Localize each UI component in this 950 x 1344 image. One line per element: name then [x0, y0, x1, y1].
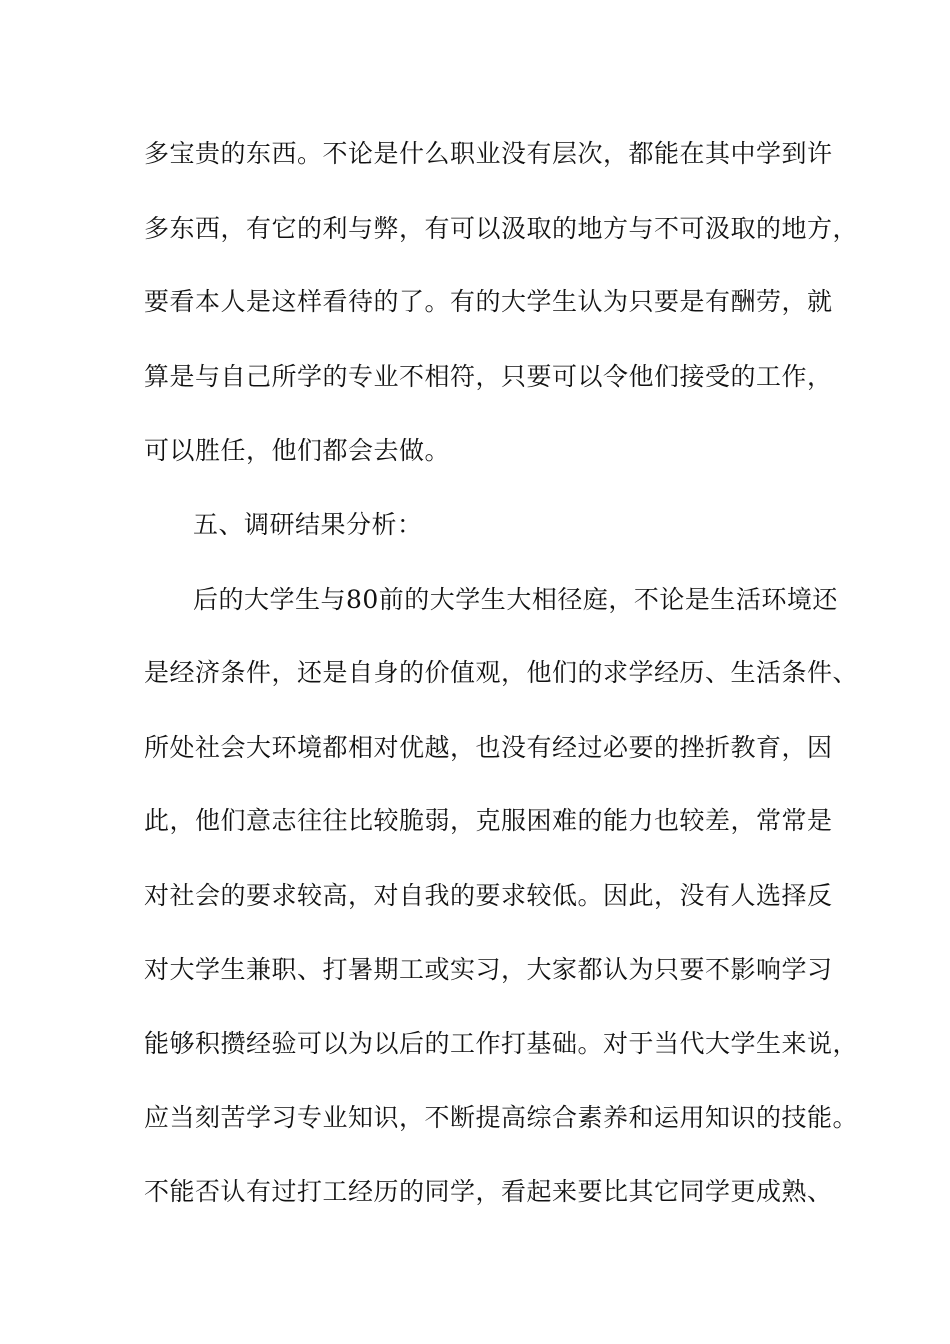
paragraph-line: 应当刻苦学习专业知识，不断提高综合素养和运用知识的技能。: [144, 1103, 859, 1132]
paragraph-line: 要看本人是这样看待的了。有的大学生认为只要是有酬劳，就: [144, 287, 833, 316]
paragraph-line: 不能否认有过打工经历的同学，看起来要比其它同学更成熟、: [144, 1177, 833, 1206]
paragraph-line: 可以胜任，他们都会去做。: [144, 436, 451, 465]
paragraph-line: 能够积攒经验可以为以后的工作打基础。对于当代大学生来说，: [144, 1029, 859, 1058]
paragraph-line: 多东西，有它的利与弊，有可以汲取的地方与不可汲取的地方，: [144, 214, 859, 243]
paragraph-line: 算是与自己所学的专业不相符，只要可以令他们接受的工作，: [144, 362, 833, 391]
paragraph-line: 多宝贵的东西。不论是什么职业没有层次，都能在其中学到许: [144, 139, 833, 168]
paragraph-line: 所处社会大环境都相对优越，也没有经过必要的挫折教育，因: [144, 733, 833, 762]
paragraph-line: 对社会的要求较高，对自我的要求较低。因此，没有人选择反: [144, 881, 833, 910]
paragraph-line: 对大学生兼职、打暑期工或实习，大家都认为只要不影响学习: [144, 955, 833, 984]
paragraph-line: 是经济条件，还是自身的价值观，他们的求学经历、生活条件、: [144, 658, 859, 687]
section-heading: 五、调研结果分析：: [193, 510, 423, 539]
paragraph-line: 此，他们意志往往比较脆弱，克服困难的能力也较差，常常是: [144, 806, 833, 835]
paragraph-line: 后的大学生与80前的大学生大相径庭，不论是生活环境还: [193, 585, 838, 614]
